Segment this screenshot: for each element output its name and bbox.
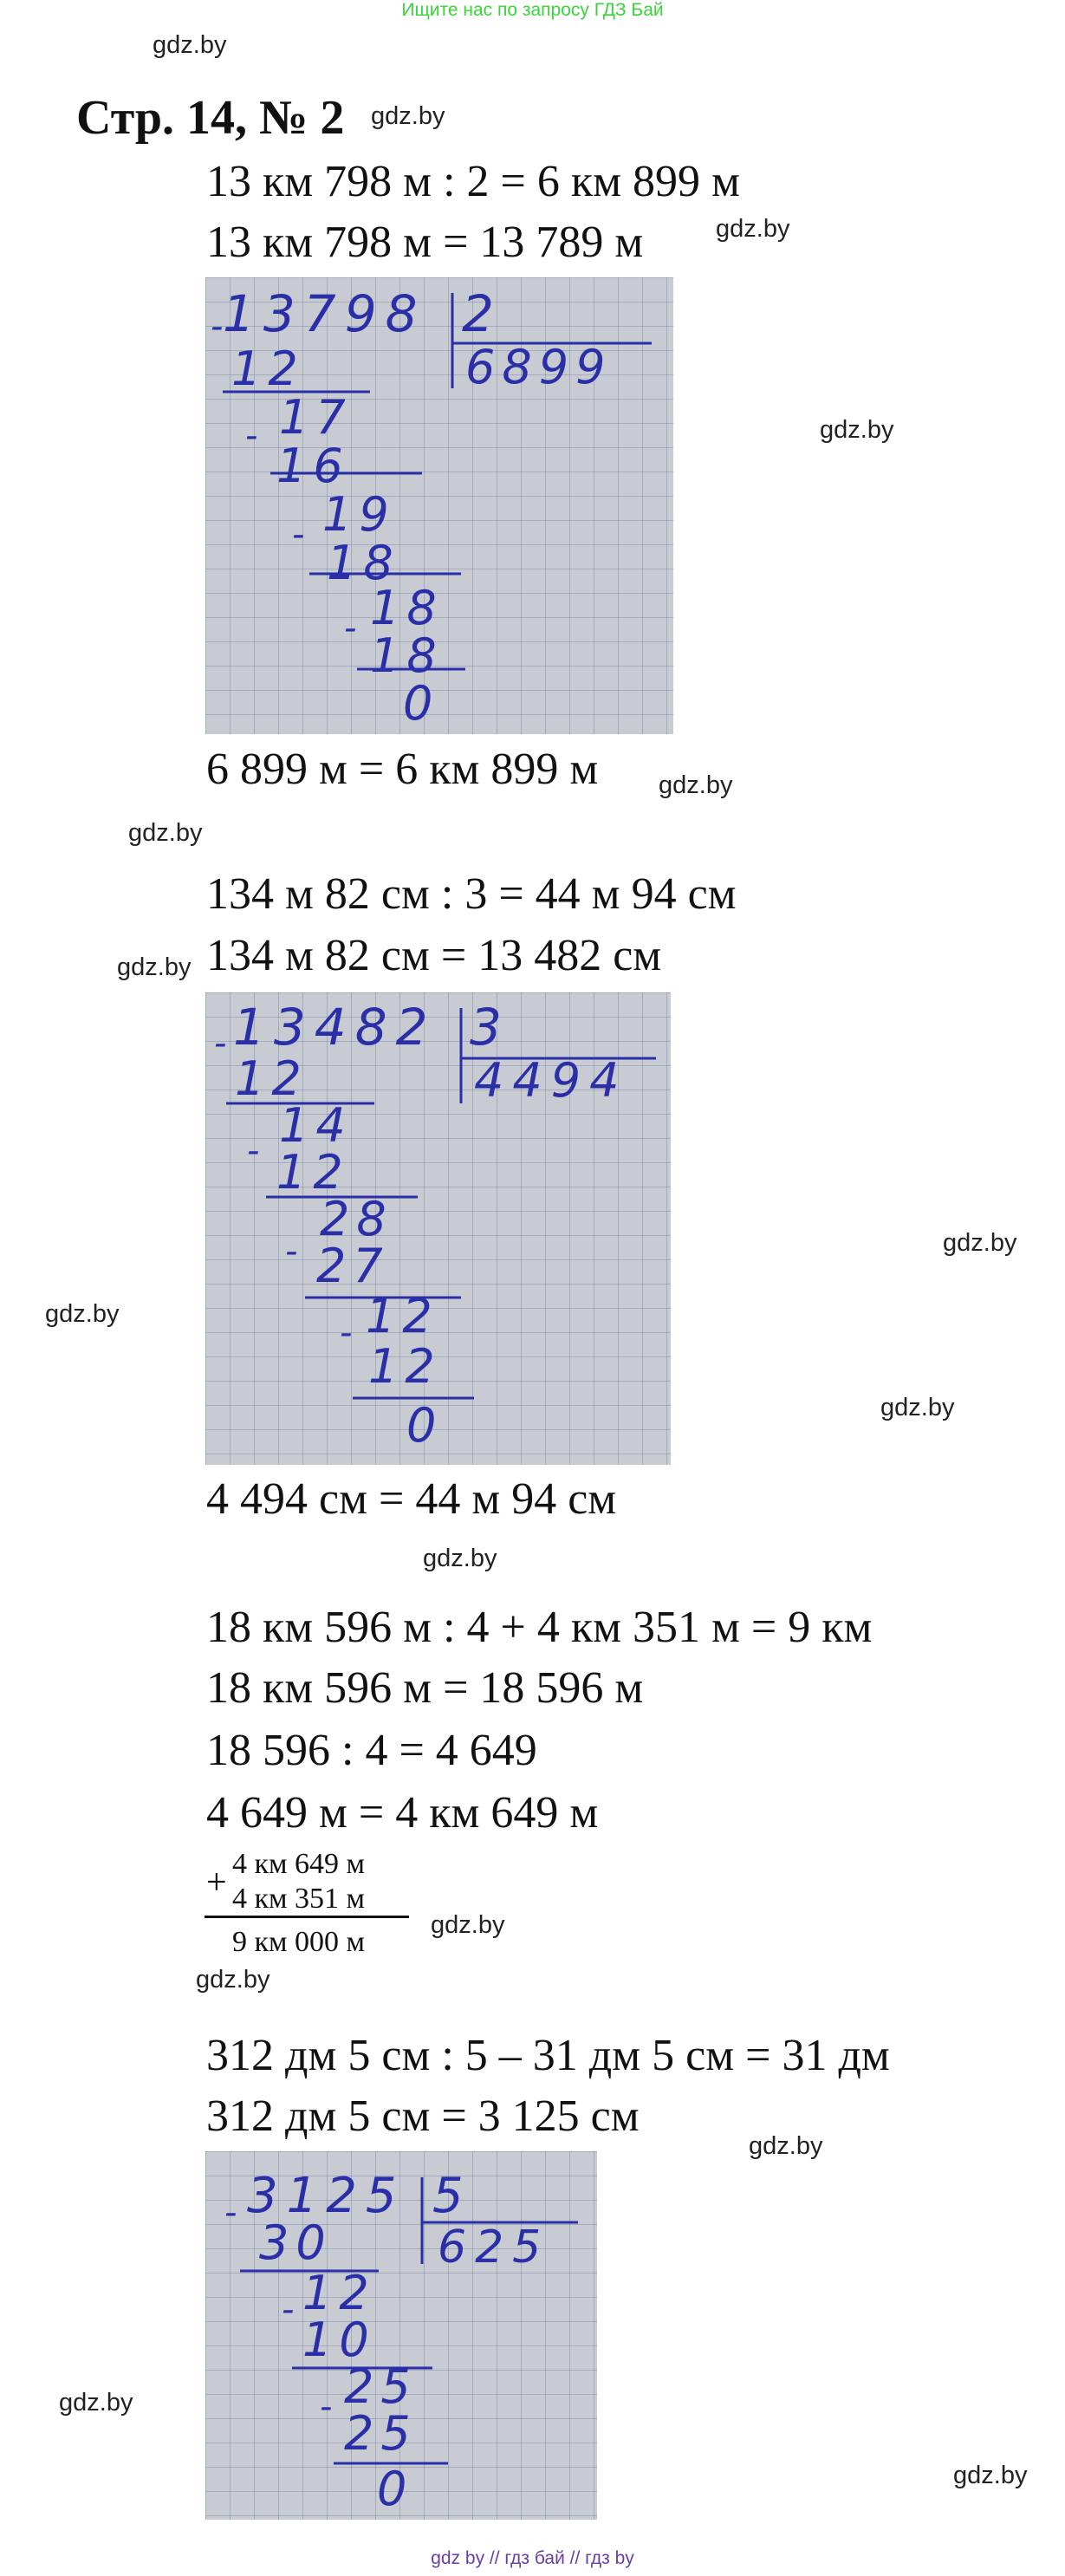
- watermark: gdz.by: [45, 1300, 120, 1328]
- step: 30: [259, 2215, 333, 2270]
- watermark: gdz.by: [880, 1394, 955, 1421]
- equation-line: 312 дм 5 см : 5 – 31 дм 5 см = 31 дм: [206, 2031, 890, 2080]
- step: 12: [276, 1145, 350, 1200]
- remainder: 0: [377, 2462, 407, 2516]
- equation-line: 13 км 798 м = 13 789 м: [206, 218, 644, 267]
- equation-line: 18 596 : 4 = 4 649: [206, 1726, 537, 1775]
- minus-sign: -: [285, 1232, 298, 1272]
- plus-sign: +: [206, 1863, 227, 1903]
- watermark: gdz.by: [953, 2462, 1028, 2489]
- dividend: 13482: [233, 998, 437, 1057]
- addition-row: 4 км 351 м: [232, 1883, 366, 1915]
- minus-sign: -: [320, 2387, 333, 2427]
- minus-sign: -: [344, 608, 357, 648]
- divisor: 5: [432, 2168, 464, 2224]
- watermark: gdz.by: [659, 771, 733, 799]
- watermark: gdz.by: [749, 2132, 823, 2160]
- watermark: gdz.by: [128, 819, 203, 847]
- watermark: gdz.by: [59, 2389, 133, 2417]
- watermark: gdz.by: [371, 102, 445, 130]
- division-photo-1: [205, 277, 673, 734]
- footer-links[interactable]: gdz by // гдз бай // гдз by: [431, 2548, 634, 2568]
- minus-sign: -: [214, 1024, 227, 1064]
- step: 25: [344, 2359, 418, 2414]
- step: 16: [276, 439, 350, 493]
- quotient: 6899: [465, 340, 613, 394]
- watermark: gdz.by: [716, 215, 790, 243]
- minus-sign: -: [224, 2193, 237, 2233]
- quotient: 625: [438, 2221, 550, 2274]
- division-photo-3: [205, 2151, 597, 2520]
- page-title: Стр. 14, № 2: [76, 91, 345, 145]
- top-banner[interactable]: Ищите нас по запросу ГДЗ Бай: [401, 0, 664, 20]
- minus-sign: -: [292, 515, 305, 555]
- step: 14: [279, 1098, 353, 1153]
- minus-sign: -: [340, 1313, 353, 1353]
- minus-sign: -: [247, 1131, 260, 1171]
- equation-line: 4 649 м = 4 км 649 м: [206, 1788, 599, 1838]
- watermark: gdz.by: [196, 1966, 270, 1994]
- remainder: 0: [403, 676, 433, 731]
- watermark: gdz.by: [820, 416, 894, 444]
- equation-line: 134 м 82 см = 13 482 см: [206, 931, 662, 980]
- equation-line: 134 м 82 см : 3 = 44 м 94 см: [206, 869, 737, 919]
- watermark: gdz.by: [431, 1911, 505, 1939]
- watermark: gdz.by: [943, 1229, 1017, 1257]
- quotient: 4494: [474, 1053, 628, 1108]
- step: 12: [302, 2266, 376, 2320]
- divisor: 3: [470, 998, 502, 1057]
- step: 17: [279, 390, 353, 445]
- divisor: 2: [462, 284, 494, 343]
- step: 28: [320, 1192, 393, 1246]
- addition-rule: [205, 1916, 409, 1918]
- minus-sign: -: [282, 2290, 295, 2330]
- step: 12: [235, 1051, 308, 1106]
- watermark: gdz.by: [117, 953, 192, 981]
- step: 18: [370, 628, 444, 683]
- addition-row: 4 км 649 м: [232, 1848, 366, 1880]
- division-photo-2: [205, 992, 671, 1465]
- equation-line: 4 494 см = 44 м 94 см: [206, 1474, 617, 1524]
- addition-result: 9 км 000 м: [232, 1926, 366, 1958]
- step: 18: [370, 581, 444, 635]
- watermark: gdz.by: [153, 31, 227, 59]
- step: 18: [327, 536, 400, 590]
- equation-line: 6 899 м = 6 км 899 м: [206, 745, 599, 794]
- step: 25: [344, 2406, 418, 2461]
- step: 10: [302, 2313, 376, 2367]
- watermark: gdz.by: [423, 1545, 497, 1572]
- dividend: 3125: [247, 2168, 406, 2224]
- equation-line: 18 км 596 м : 4 + 4 км 351 м = 9 км: [206, 1603, 873, 1652]
- step: 27: [316, 1239, 390, 1293]
- step: 19: [322, 487, 396, 542]
- dividend: 13798: [223, 284, 426, 343]
- step: 12: [231, 342, 305, 396]
- step: 12: [366, 1289, 439, 1343]
- equation-line: 13 км 798 м : 2 = 6 км 899 м: [206, 157, 740, 206]
- minus-sign: -: [245, 416, 258, 456]
- equation-line: 312 дм 5 см = 3 125 см: [206, 2091, 640, 2141]
- minus-sign: -: [211, 307, 224, 347]
- remainder: 0: [406, 1398, 437, 1453]
- step: 12: [368, 1339, 442, 1394]
- equation-line: 18 км 596 м = 18 596 м: [206, 1663, 644, 1713]
